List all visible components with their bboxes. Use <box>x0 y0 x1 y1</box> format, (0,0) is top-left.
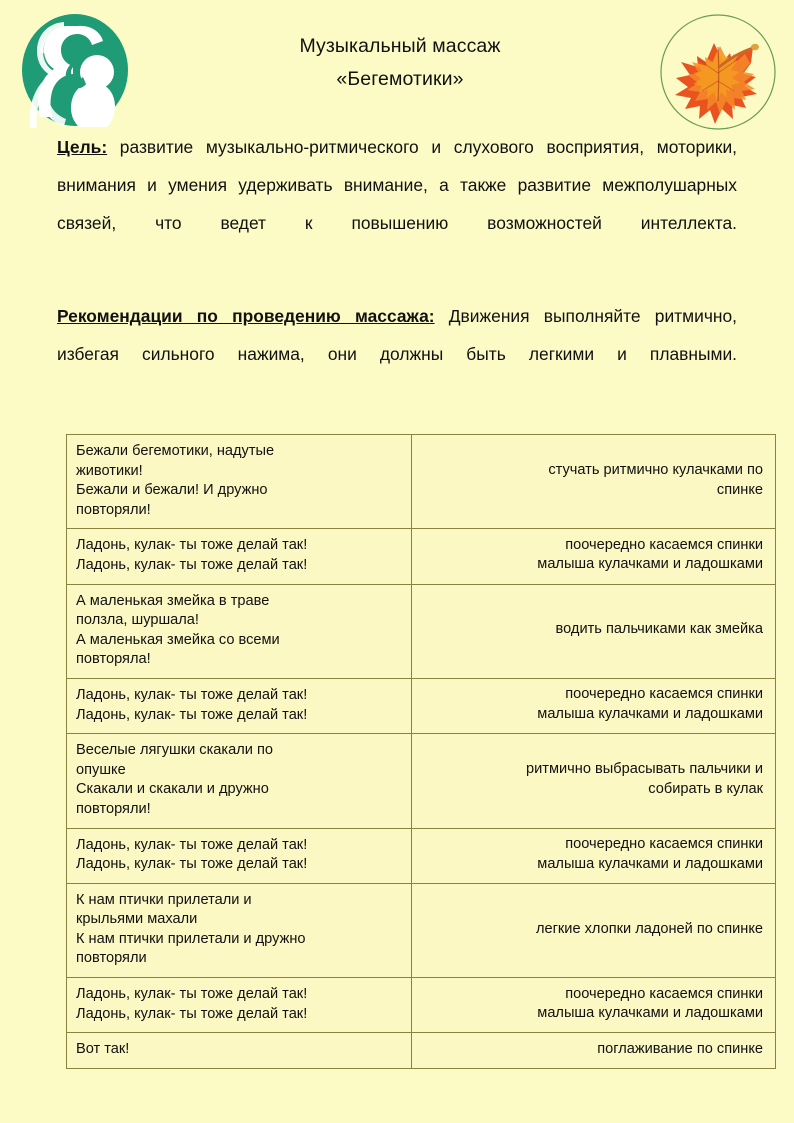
paragraph-goal-lead: Цель: <box>57 137 108 157</box>
verse-line: повторяли! <box>76 800 151 817</box>
verse-cell <box>67 529 412 584</box>
verse-line: Вот так! <box>76 1041 130 1058</box>
action-line: поочередно касаемся спинки <box>565 985 763 1002</box>
action-cell <box>412 734 776 828</box>
action-line: ритмично выбрасывать пальчики и <box>526 761 763 778</box>
massage-table-wrapper <box>66 434 763 1069</box>
verse-cell <box>67 678 412 733</box>
paragraph-goal-text: развитие музыкально-ритмического и слухового восприятия, моторики, внимания и умения удерживать внимание, а также развитие межполушарных связей, что ведет к повышению возможностей интеллекта. <box>57 137 737 233</box>
action-line: малыша кулачками и ладошками <box>537 706 763 723</box>
verse-line: повторяли! <box>76 501 151 518</box>
maple-leaf-icon <box>675 43 759 124</box>
verse-line: Ладонь, кулак- ты тоже делай так! <box>76 556 308 573</box>
verse-line: Веселые лягушки скакали по <box>76 742 273 759</box>
verse-line: Ладонь, кулак- ты тоже делай так! <box>76 537 308 554</box>
action-line: собирать в кулак <box>648 780 763 797</box>
paragraph-recommendations-text: Движения выполняйте ритмично, избегая сильного нажима, они должны быть легкими и плавными. <box>57 306 737 364</box>
action-line: поглаживание по спинке <box>597 1040 763 1057</box>
table-row <box>67 734 776 828</box>
action-line: малыша кулачками и ладошками <box>537 1005 763 1022</box>
verse-cell <box>67 883 412 977</box>
action-cell <box>412 1033 776 1069</box>
verse-line: крыльями махали <box>76 911 198 928</box>
action-line: малыша кулачками и ладошками <box>537 855 763 872</box>
paragraph-recommendations-lead: Рекомендации по проведению массажа: <box>57 306 435 326</box>
mother-and-child-logo <box>19 12 131 128</box>
verse-line: повторяли <box>76 950 147 967</box>
verse-line: А маленькая змейка в траве <box>76 592 270 609</box>
page-title <box>150 30 650 96</box>
verse-cell <box>67 584 412 678</box>
massage-table <box>66 434 776 1069</box>
verse-cell <box>67 734 412 828</box>
action-line: малыша кулачками и ладошками <box>537 556 763 573</box>
verse-cell <box>67 978 412 1033</box>
verse-line: повторяла! <box>76 651 151 668</box>
verse-line: ползла, шуршала! <box>76 612 199 629</box>
table-row <box>67 828 776 883</box>
table-row <box>67 883 776 977</box>
table-row <box>67 978 776 1033</box>
action-cell <box>412 828 776 883</box>
verse-line: К нам птички прилетали и <box>76 891 252 908</box>
verse-cell <box>67 1033 412 1069</box>
verse-line: Бежали и бежали! И дружно <box>76 482 268 499</box>
document-body <box>57 128 737 417</box>
action-line: стучать ритмично кулачками по <box>548 462 763 479</box>
verse-line: Ладонь, кулак- ты тоже делай так! <box>76 856 308 873</box>
verse-line: Ладонь, кулак- ты тоже делай так! <box>76 706 308 723</box>
table-row <box>67 529 776 584</box>
paragraph-recommendations <box>57 297 737 411</box>
action-cell <box>412 584 776 678</box>
verse-cell <box>67 435 412 529</box>
table-row <box>67 678 776 733</box>
verse-line: А маленькая змейка со всеми <box>76 631 280 648</box>
action-line: поочередно касаемся спинки <box>565 686 763 703</box>
document-header <box>0 0 794 120</box>
verse-line: Ладонь, кулак- ты тоже делай так! <box>76 836 308 853</box>
verse-cell <box>67 828 412 883</box>
action-cell <box>412 435 776 529</box>
verse-line: опушке <box>76 761 126 778</box>
table-row <box>67 435 776 529</box>
verse-line: Ладонь, кулак- ты тоже делай так! <box>76 1005 308 1022</box>
action-line: водить пальчиками как змейка <box>555 621 763 638</box>
title-line-2: «Бегемотики» <box>336 68 464 90</box>
verse-line: животики! <box>76 462 143 479</box>
verse-line: Ладонь, кулак- ты тоже делай так! <box>76 986 308 1003</box>
action-line: поочередно касаемся спинки <box>565 836 763 852</box>
verse-line: К нам птички прилетали и дружно <box>76 930 306 947</box>
maple-leaf-badge <box>657 11 779 133</box>
verse-line: Скакали и скакали и дружно <box>76 781 269 798</box>
massage-table-body <box>67 435 776 1069</box>
verse-line: Ладонь, кулак- ты тоже делай так! <box>76 686 308 703</box>
action-line: поочередно касаемся спинки <box>565 536 763 553</box>
paragraph-goal <box>57 128 737 280</box>
title-line-1: Музыкальный массаж <box>299 35 501 57</box>
action-cell <box>412 978 776 1033</box>
action-cell <box>412 529 776 584</box>
verse-line: Бежали бегемотики, надутые <box>76 443 275 459</box>
action-cell <box>412 883 776 977</box>
action-cell <box>412 678 776 733</box>
action-line: легкие хлопки ладоней по спинке <box>535 920 763 937</box>
table-row <box>67 584 776 678</box>
action-line: спинке <box>716 481 763 498</box>
table-row <box>67 1033 776 1069</box>
